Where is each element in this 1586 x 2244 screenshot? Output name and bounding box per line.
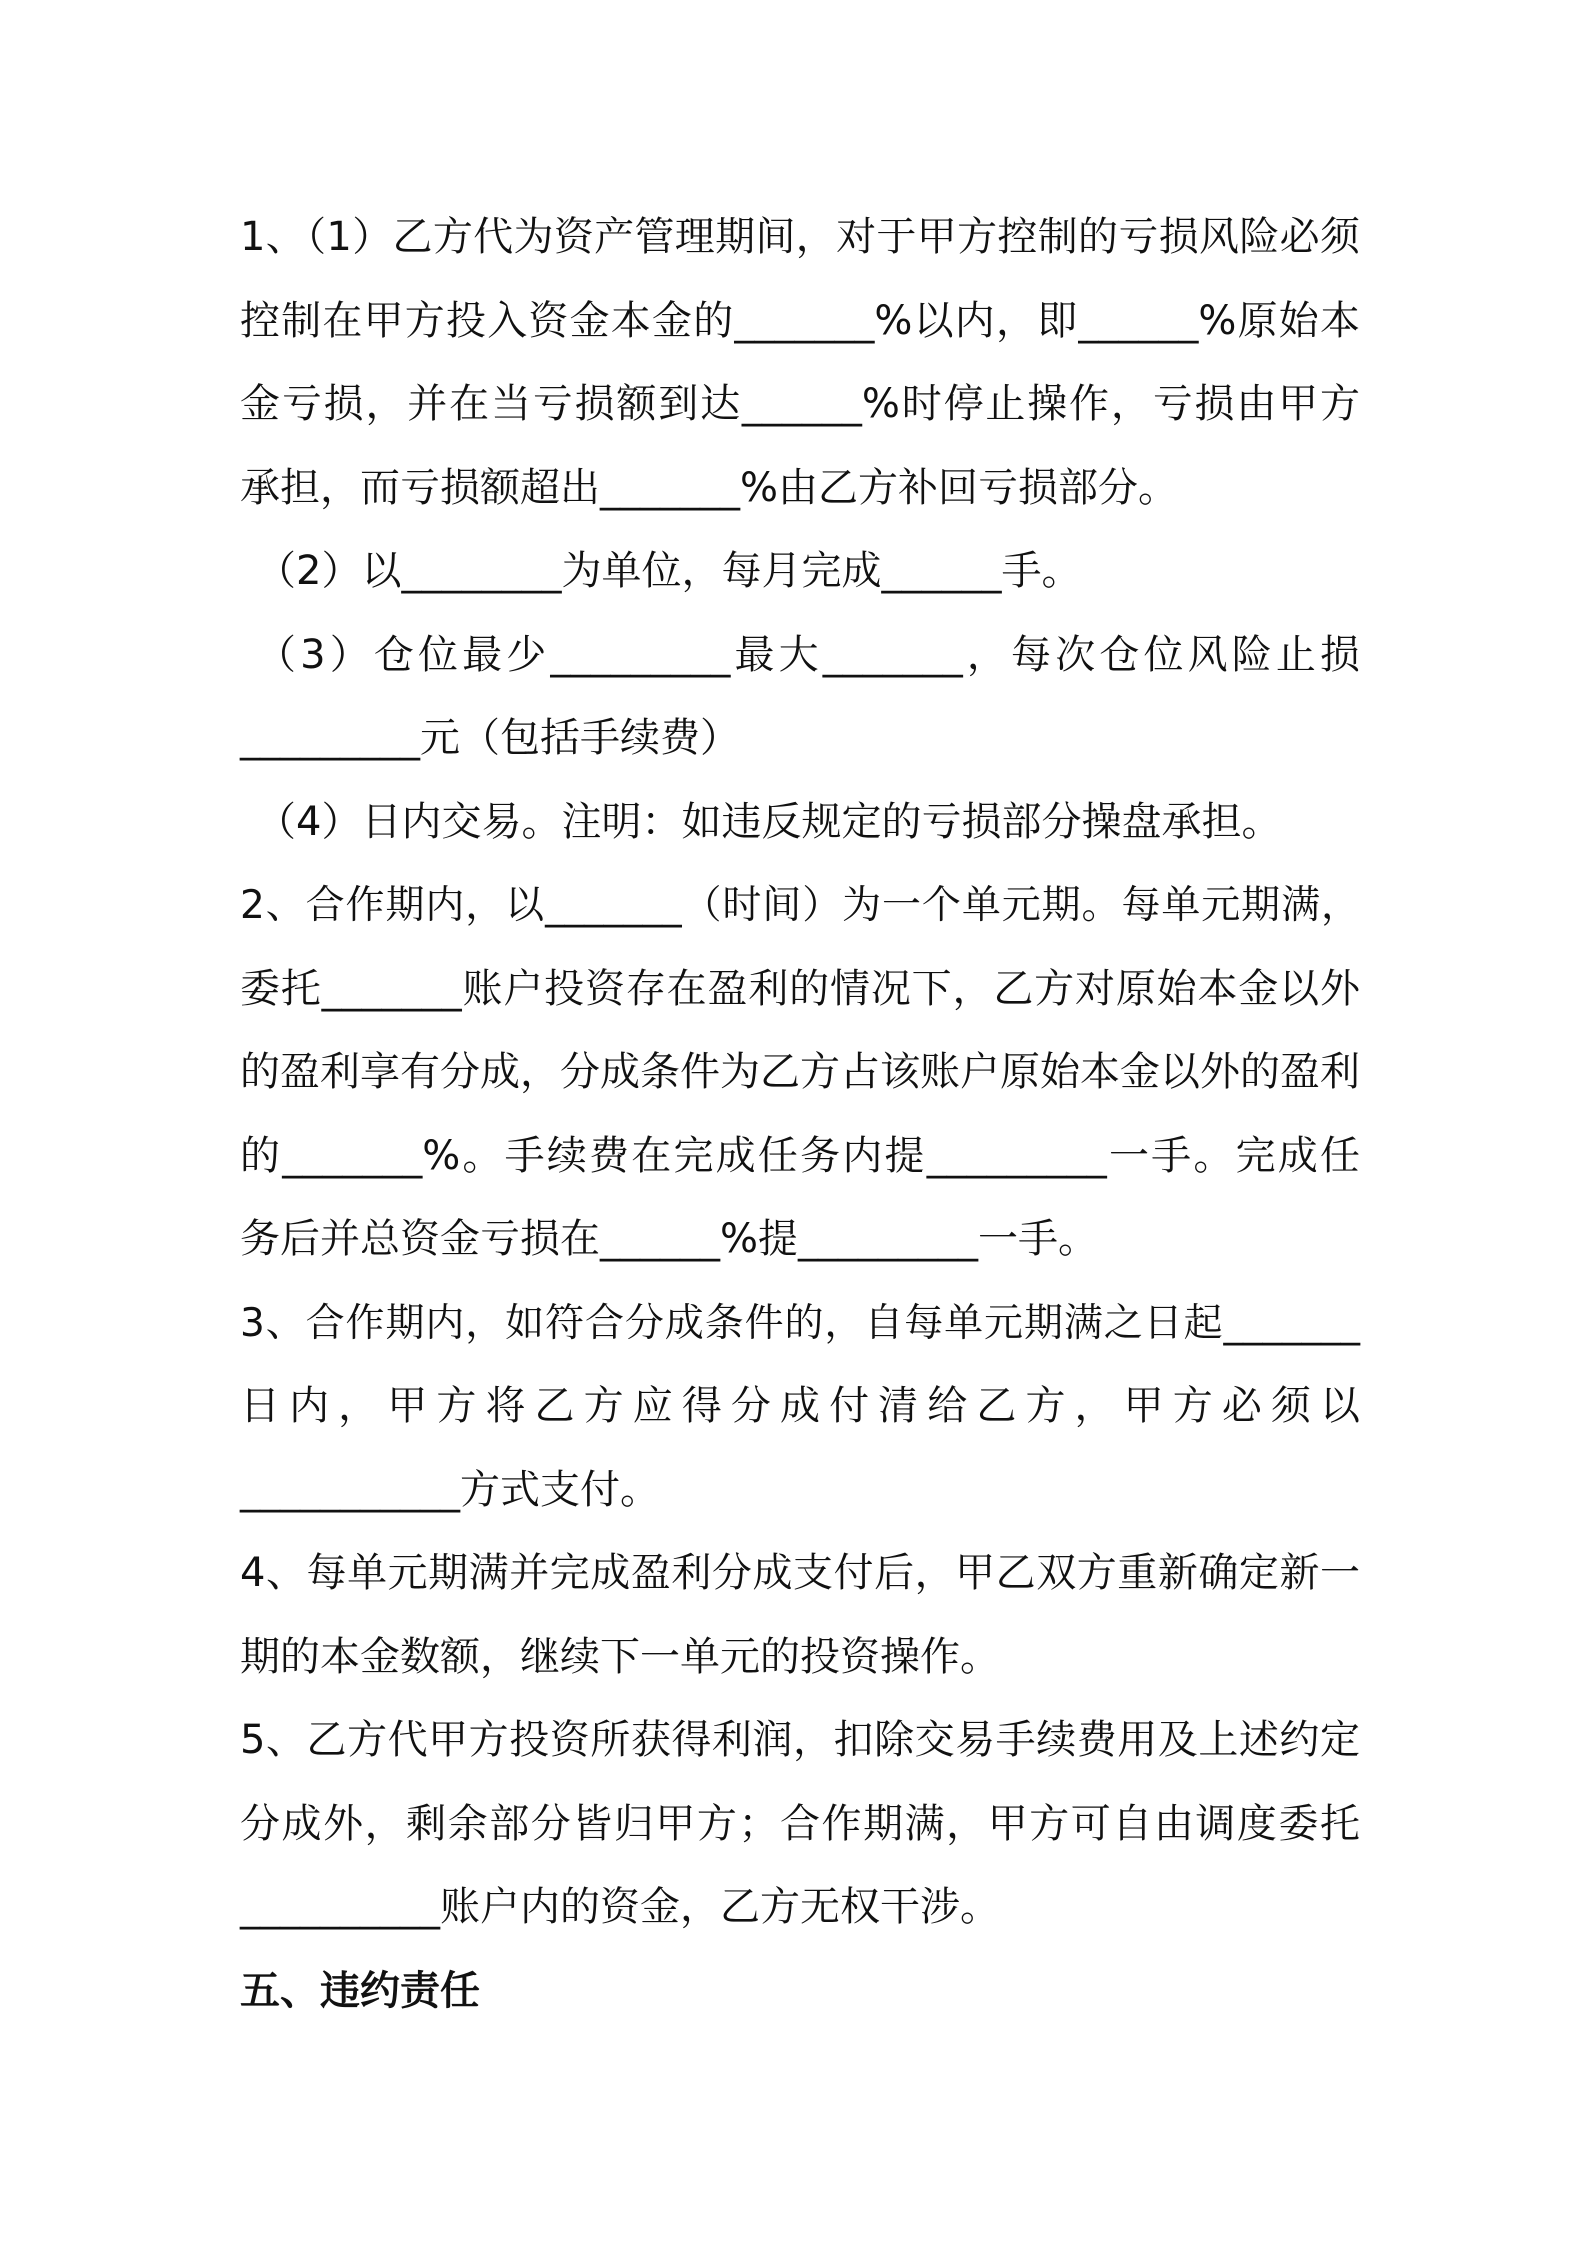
clause-5-line-3: __________账户内的资金，乙方无权干涉。 — [240, 1884, 1000, 1930]
contract-text-body — [240, 196, 1360, 2033]
clause-1-4-line-1: （4）日内交易。注明：如违反规定的亏损部分操盘承担。 — [256, 798, 1282, 845]
clause-4-line-2: 期的本金数额，继续下一单元的投资操作。 — [240, 1633, 1000, 1680]
clause-3-line-3: ___________方式支付。 — [240, 1466, 660, 1513]
clause-5-line-1: 5、乙方代甲方投资所获得利润，扣除交易手续费用及上述约定 — [240, 1717, 1360, 1763]
section-heading-breach-liability: 五、违约责任 — [240, 1967, 480, 2014]
clause-1-1-line-4: 承担，而亏损额超出_______%由乙方补回亏损部分。 — [240, 464, 1179, 511]
clause-4-line-1: 4、每单元期满并完成盈利分成支付后，甲乙双方重新确定新一 — [240, 1550, 1360, 1596]
clause-1-1-line-2: 控制在甲方投入资金本金的_______%以内，即______%原始本 — [240, 297, 1360, 344]
clause-3-line-2: 日内，甲方将乙方应得分成付清给乙方，甲方必须以 — [240, 1383, 1360, 1429]
clause-2-line-1: 2、合作期内，以_______（时间）为一个单元期。每单元期满， — [240, 883, 1360, 928]
clause-1-1-line-3: 金亏损，并在当亏损额到达______%时停止操作，亏损由甲方 — [240, 381, 1360, 427]
clause-5-line-2: 分成外，剩余部分皆归甲方；合作期满，甲方可自由调度委托 — [240, 1800, 1360, 1847]
clause-1-3-line-1: （3）仓位最少_________最大_______，每次仓位风险止损 — [256, 631, 1360, 678]
clause-3-line-1: 3、合作期内，如符合分成条件的，自每单元期满之日起_______ — [240, 1300, 1360, 1346]
clause-2-line-4: 的_______%。手续费在完成任务内提_________一手。完成任 — [240, 1132, 1360, 1179]
clause-1-3-line-2: _________元（包括手续费） — [240, 715, 740, 761]
clause-1-1-line-1: 1、（1）乙方代为资产管理期间，对于甲方控制的亏损风险必须 — [240, 214, 1360, 260]
clause-1-2-line-1: （2）以________为单位，每月完成______手。 — [256, 548, 1082, 594]
clause-2-line-2: 委托_______账户投资存在盈利的情况下，乙方对原始本金以外 — [240, 965, 1360, 1012]
clause-2-line-5: 务后并总资金亏损在______%提_________一手。 — [240, 1216, 1099, 1262]
clause-2-line-3: 的盈利享有分成，分成条件为乙方占该账户原始本金以外的盈利 — [240, 1049, 1360, 1095]
